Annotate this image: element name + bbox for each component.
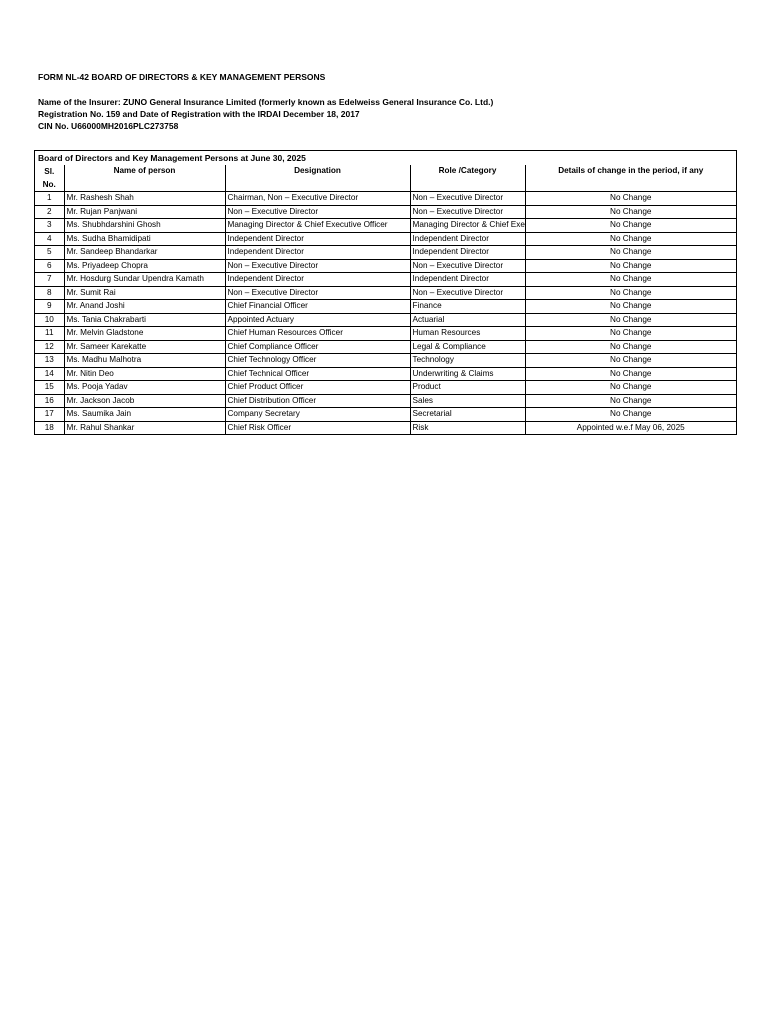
cell-designation: Non – Executive Director [225,205,410,219]
directors-table [34,150,737,435]
cell-details: No Change [525,408,736,422]
cell-designation: Chief Distribution Officer [225,394,410,408]
cell-sl-no: 3 [35,219,64,233]
header-designation: Designation [225,165,410,192]
cell-details: No Change [525,340,736,354]
cell-sl-no: 15 [35,381,64,395]
cell-designation: Chief Financial Officer [225,300,410,314]
cell-role: Finance [410,300,525,314]
cell-name: Mr. Melvin Gladstone [64,327,225,341]
cell-sl-no: 9 [35,300,64,314]
cell-role: Risk [410,421,525,434]
table-row [35,340,736,354]
cell-role: Technology [410,354,525,368]
table-row [35,219,736,233]
insurer-name: Name of the Insurer: ZUNO General Insurance Limited (formerly known as Edelweiss General Insurance Co. Ltd.) [38,97,494,107]
cell-name: Mr. Rujan Panjwani [64,205,225,219]
cell-role: Non – Executive Director [410,192,525,206]
registration-info: Registration No. 159 and Date of Registration with the IRDAI December 18, 2017 [38,109,360,119]
cell-details: No Change [525,313,736,327]
table-row [35,394,736,408]
cell-role: Independent Director [410,232,525,246]
table-row [35,381,736,395]
cell-sl-no: 17 [35,408,64,422]
cell-name: Mr. Sumit Rai [64,286,225,300]
cell-name: Ms. Tania Chakrabarti [64,313,225,327]
cell-name: Mr. Sandeep Bhandarkar [64,246,225,260]
cell-sl-no: 2 [35,205,64,219]
cell-details: No Change [525,327,736,341]
table-row [35,327,736,341]
cell-role: Non – Executive Director [410,205,525,219]
cell-role: Legal & Compliance [410,340,525,354]
cell-sl-no: 10 [35,313,64,327]
cell-details: No Change [525,394,736,408]
cell-sl-no: 7 [35,273,64,287]
cell-designation: Independent Director [225,232,410,246]
table-row [35,421,736,434]
cell-designation: Appointed Actuary [225,313,410,327]
cell-role: Managing Director & Chief Exe [410,219,525,233]
cell-details: No Change [525,246,736,260]
cell-name: Mr. Nitin Deo [64,367,225,381]
table-row [35,367,736,381]
table-row [35,354,736,368]
cell-name: Mr. Rashesh Shah [64,192,225,206]
cell-sl-no: 5 [35,246,64,260]
directors-grid [35,165,736,434]
table-row [35,273,736,287]
header-role: Role /Category [410,165,525,192]
cell-name: Mr. Rahul Shankar [64,421,225,434]
cell-details: No Change [525,286,736,300]
cell-sl-no: 13 [35,354,64,368]
cell-designation: Independent Director [225,246,410,260]
cell-designation: Non – Executive Director [225,286,410,300]
cell-sl-no: 14 [35,367,64,381]
cell-sl-no: 1 [46,193,52,202]
cell-role: Independent Director [410,246,525,260]
table-row [35,259,736,273]
cell-role: Non – Executive Director [410,286,525,300]
cell-designation: Managing Director & Chief Executive Officer [225,219,410,233]
cell-sl-no: 16 [35,394,64,408]
cell-name: Mr. Jackson Jacob [64,394,225,408]
cell-designation: Independent Director [225,273,410,287]
cell-role: Sales [410,394,525,408]
cell-details: No Change [525,381,736,395]
cell-role: Underwriting & Claims [410,367,525,381]
cell-designation: Chief Technical Officer [225,367,410,381]
table-row [35,246,736,260]
cell-role: Non – Executive Director [410,259,525,273]
table-caption: Board of Directors and Key Management Persons at June 30, 2025 [38,153,306,163]
cell-name: Ms. Priyadeep Chopra [64,259,225,273]
cell-details: No Change [525,205,736,219]
cell-sl-no: 18 [35,421,64,434]
cell-details: No Change [525,259,736,273]
cell-details: No Change [525,273,736,287]
cell-name: Mr. Hosdurg Sundar Upendra Kamath [64,273,225,287]
cell-name: Ms. Sudha Bhamidipati [64,232,225,246]
table-row [35,313,736,327]
table-row [35,286,736,300]
cell-name: Ms. Pooja Yadav [64,381,225,395]
cell-designation: Chairman, Non – Executive Director [225,192,410,206]
header-details: Details of change in the period, if any [525,165,736,192]
cell-role: Human Resources [410,327,525,341]
cell-role: Secretarial [410,408,525,422]
form-title: FORM NL-42 BOARD OF DIRECTORS & KEY MANAGEMENT PERSONS [38,72,326,82]
cell-sl-no: 6 [35,259,64,273]
cell-details: No Change [525,192,736,206]
table-row [35,232,736,246]
cell-details: No Change [525,367,736,381]
cell-details: No Change [525,300,736,314]
cell-details: Appointed w.e.f May 06, 2025 [525,421,736,434]
cin-number: CIN No. U66000MH2016PLC273758 [38,121,179,131]
cell-role: Actuarial [410,313,525,327]
cell-designation: Non – Executive Director [225,259,410,273]
cell-name: Ms. Madhu Malhotra [64,354,225,368]
table-header-row [35,165,736,192]
header-sl-line1: Sl. [44,167,55,176]
cell-details: No Change [525,232,736,246]
cell-role: Independent Director [410,273,525,287]
table-body [35,192,736,435]
cell-sl-no: 11 [35,327,64,341]
cell-name: Ms. Saumika Jain [64,408,225,422]
cell-sl-no: 12 [35,340,64,354]
cell-designation: Chief Human Resources Officer [225,327,410,341]
table-row [35,300,736,314]
cell-role: Product [410,381,525,395]
document-header [38,72,493,132]
cell-designation: Chief Technology Officer [225,354,410,368]
cell-name: Ms. Shubhdarshini Ghosh [64,219,225,233]
header-name: Name of person [64,165,225,192]
cell-name: Mr. Anand Joshi [64,300,225,314]
table-row [35,192,736,206]
cell-details: No Change [525,219,736,233]
cell-sl-no: 4 [35,232,64,246]
header-sl-line2: No. [42,180,56,189]
cell-details: No Change [525,354,736,368]
cell-sl-no: 8 [35,286,64,300]
header-sl-no [35,165,64,192]
cell-designation: Chief Compliance Officer [225,340,410,354]
table-row [35,205,736,219]
cell-designation: Company Secretary [225,408,410,422]
cell-designation: Chief Product Officer [225,381,410,395]
cell-name: Mr. Sameer Karekatte [64,340,225,354]
table-row [35,408,736,422]
cell-designation: Chief Risk Officer [225,421,410,434]
